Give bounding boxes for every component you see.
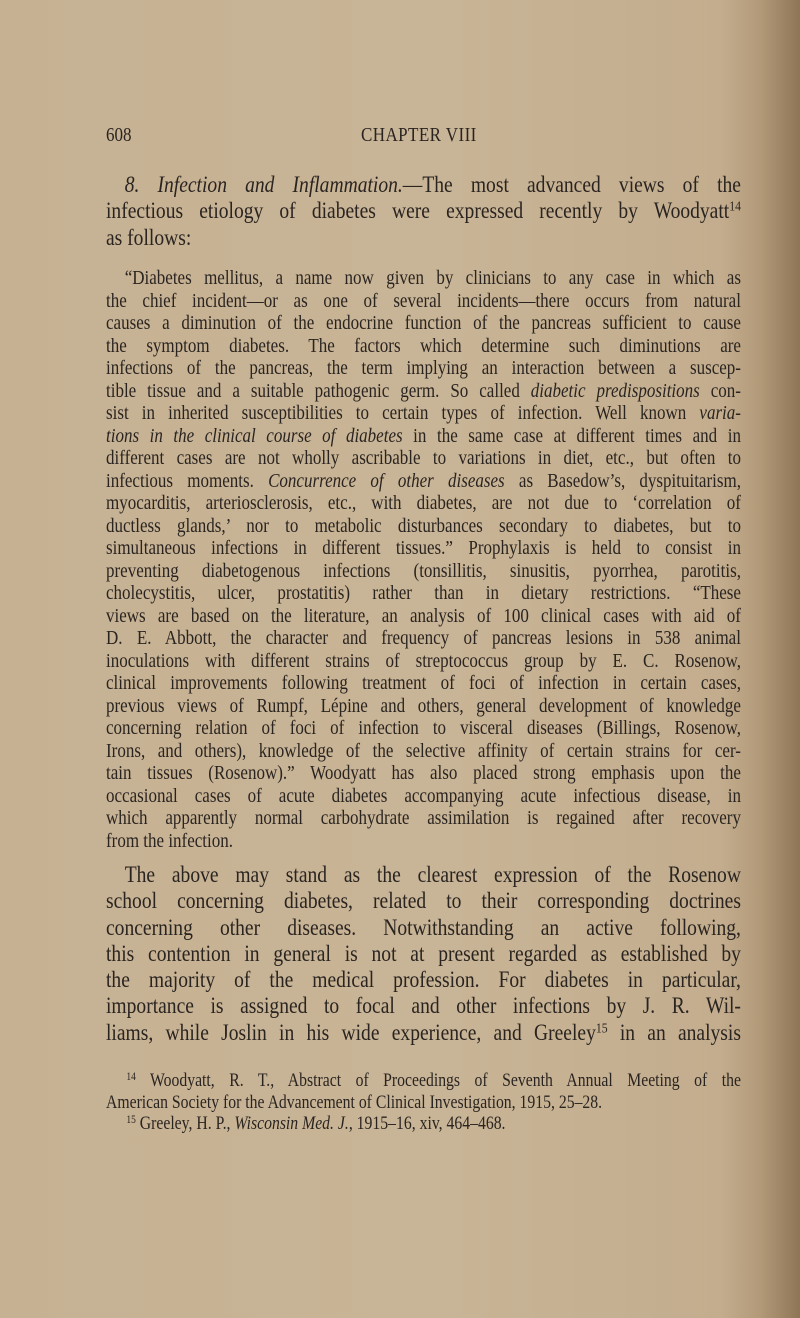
text-segment: as Basedow’s, dyspituitarism, [504,469,741,492]
text-line [106,627,741,650]
text-segment: in the same case at different times and in [402,424,741,447]
text-line [106,915,741,941]
footnote-ref: 14 [729,198,741,214]
italic-text: Wisconsin Med. J. [234,1114,349,1134]
footnote-ref: 15 [595,1020,608,1036]
text-segment: occasional cases of acute diabetes accompanying acute infectious disease, in [106,784,741,807]
text-line [106,888,741,914]
text-line [106,695,741,718]
text-segment: the majority of the medical profession. For diabetes in particular, [106,967,741,993]
text-line [106,267,741,290]
text-line [106,537,741,560]
italic-text: Concurrence of other diseases [268,469,505,492]
text-segment: —The most advanced views of the [402,172,741,197]
text-line [106,762,741,785]
text-line [106,967,741,993]
text-line [106,447,741,470]
text-line [106,941,741,967]
text-line [106,380,741,403]
text-segment: which apparently normal carbohydrate assimilation is regained after recovery [106,807,741,829]
text-segment: D. E. Abbott, the character and frequency of pancreas lesions in 538 animal [106,627,741,649]
text-segment: preventing diabetogenous infections (tonsillitis, sinusitis, pyorrhea, parotitis, [106,559,741,582]
text-segment: “Diabetes mellitus, a name now given by clinicians to any case in which as [124,267,741,289]
text-segment: different cases are not wholly ascribable to variations in diet, etc., but often to [106,447,741,469]
text-segment: ductless glands,’ nor to metabolic disturbances secondary to diabetes, but to [106,514,741,537]
text-segment: concerning relation of foci of infection to visceral diseases (Billings, Rosenow, [106,717,741,739]
text-segment: school concerning diabetes, related to their corresponding doctrines [106,888,741,914]
footnote-ref: 14 [126,1070,136,1083]
text-segment: Irons, and others), knowledge of the selective affinity of certain strains for cer- [106,739,741,762]
text-line [106,225,741,251]
paragraph-infection-intro [106,172,741,251]
text-line [106,357,741,380]
text-segment: views are based on the literature, an analysis of 100 clinical cases with aid of [106,604,741,627]
text-segment: myocarditis, arteriosclerosis, etc., with diabetes, are not due to ‘correlation of [106,492,741,514]
text-line [106,470,741,493]
text-segment: previous views of Rumpf, Lépine and others, general development of knowledge [106,694,741,717]
footnote-line [106,1093,741,1115]
text-line [106,1020,741,1046]
text-line [106,807,741,830]
text-line [106,492,741,515]
text-line [106,560,741,583]
text-line [106,515,741,538]
text-line [106,650,741,673]
chapter-heading: CHAPTER VIII [361,124,477,146]
text-segment: infectious moments. [106,469,269,492]
text-line [106,402,741,425]
text-line [106,785,741,808]
text-segment: Woodyatt, R. T., Abstract of Proceedings of Seventh Annual Meeting of the [135,1071,741,1091]
text-line [106,335,741,358]
italic-text: 8. Infection and Inflammation. [124,172,403,197]
text-line [106,993,741,1019]
footnote-line [106,1071,741,1093]
text-segment: this contention in general is not at present regarded as established by [106,940,741,966]
text-segment: clinical improvements following treatment of foci of infection in certain cases, [106,672,741,694]
italic-text: diabetic predispositions [530,379,700,402]
text-line [106,717,741,740]
text-line [106,198,741,224]
footnote-ref: 15 [126,1113,136,1126]
text-segment: as follows: [106,224,192,250]
text-line [106,172,741,198]
text-line [106,740,741,763]
text-line [106,672,741,695]
text-segment: simultaneous infections in different tissues.” Prophylaxis is held to consist in [106,537,741,559]
text-segment: the symptom diabetes. The factors which determine such diminutions are [106,334,741,357]
text-segment: concerning other diseases. Notwithstanding an active following, [106,914,741,940]
text-segment: the chief incident—or as one of several incidents—there occurs from natural [106,289,741,312]
text-segment: causes a diminution of the endocrine function of the pancreas sufficient to cause [106,312,741,334]
text-segment: cholecystitis, ulcer, prostatitis) rather than in dietary restrictions. “These [106,582,741,604]
italic-text: varia- [699,402,741,424]
text-segment: con- [699,379,741,402]
text-segment: infectious etiology of diabetes were expressed recently by Woodyatt [106,198,730,224]
text-line [106,605,741,628]
text-segment: liams, while Joslin in his wide experience, and Greeley [106,1019,596,1045]
paragraph-rosenow-school [106,862,741,1046]
footnotes [106,1071,741,1136]
text-line [106,862,741,888]
text-line [106,312,741,335]
text-segment: from the infection. [106,829,233,852]
text-segment: Greeley, H. P., [135,1114,235,1134]
text-segment: infections of the pancreas, the term implying an interaction between a suscep- [106,357,741,379]
woodyatt-quote [106,267,741,852]
text-segment: sist in inherited susceptibilities to certain types of infection. Well known [106,402,700,424]
italic-text: tions in the clinical course of diabetes [106,424,403,447]
text-segment: , 1915–16, xiv, 464–468. [348,1114,506,1134]
text-segment: in an analysis [607,1019,741,1045]
text-segment: tible tissue and a suitable pathogenic germ. So called [106,379,531,402]
text-segment: importance is assigned to focal and other infections by J. R. Wil- [106,993,741,1019]
footnote-line [106,1114,741,1136]
text-line [106,425,741,448]
text-segment: American Society for the Advancement of Clinical Investigation, 1915, 25–28. [106,1092,603,1113]
text-line [106,582,741,605]
text-segment: tain tissues (Rosenow).” Woodyatt has also placed strong emphasis upon the [106,762,741,784]
text-line [106,290,741,313]
text-segment: inoculations with different strains of streptococcus group by E. C. Rosenow, [106,649,741,672]
text-line [106,830,741,853]
page-number: 608 [106,124,132,146]
text-segment: The above may stand as the clearest expression of the Rosenow [124,862,741,887]
